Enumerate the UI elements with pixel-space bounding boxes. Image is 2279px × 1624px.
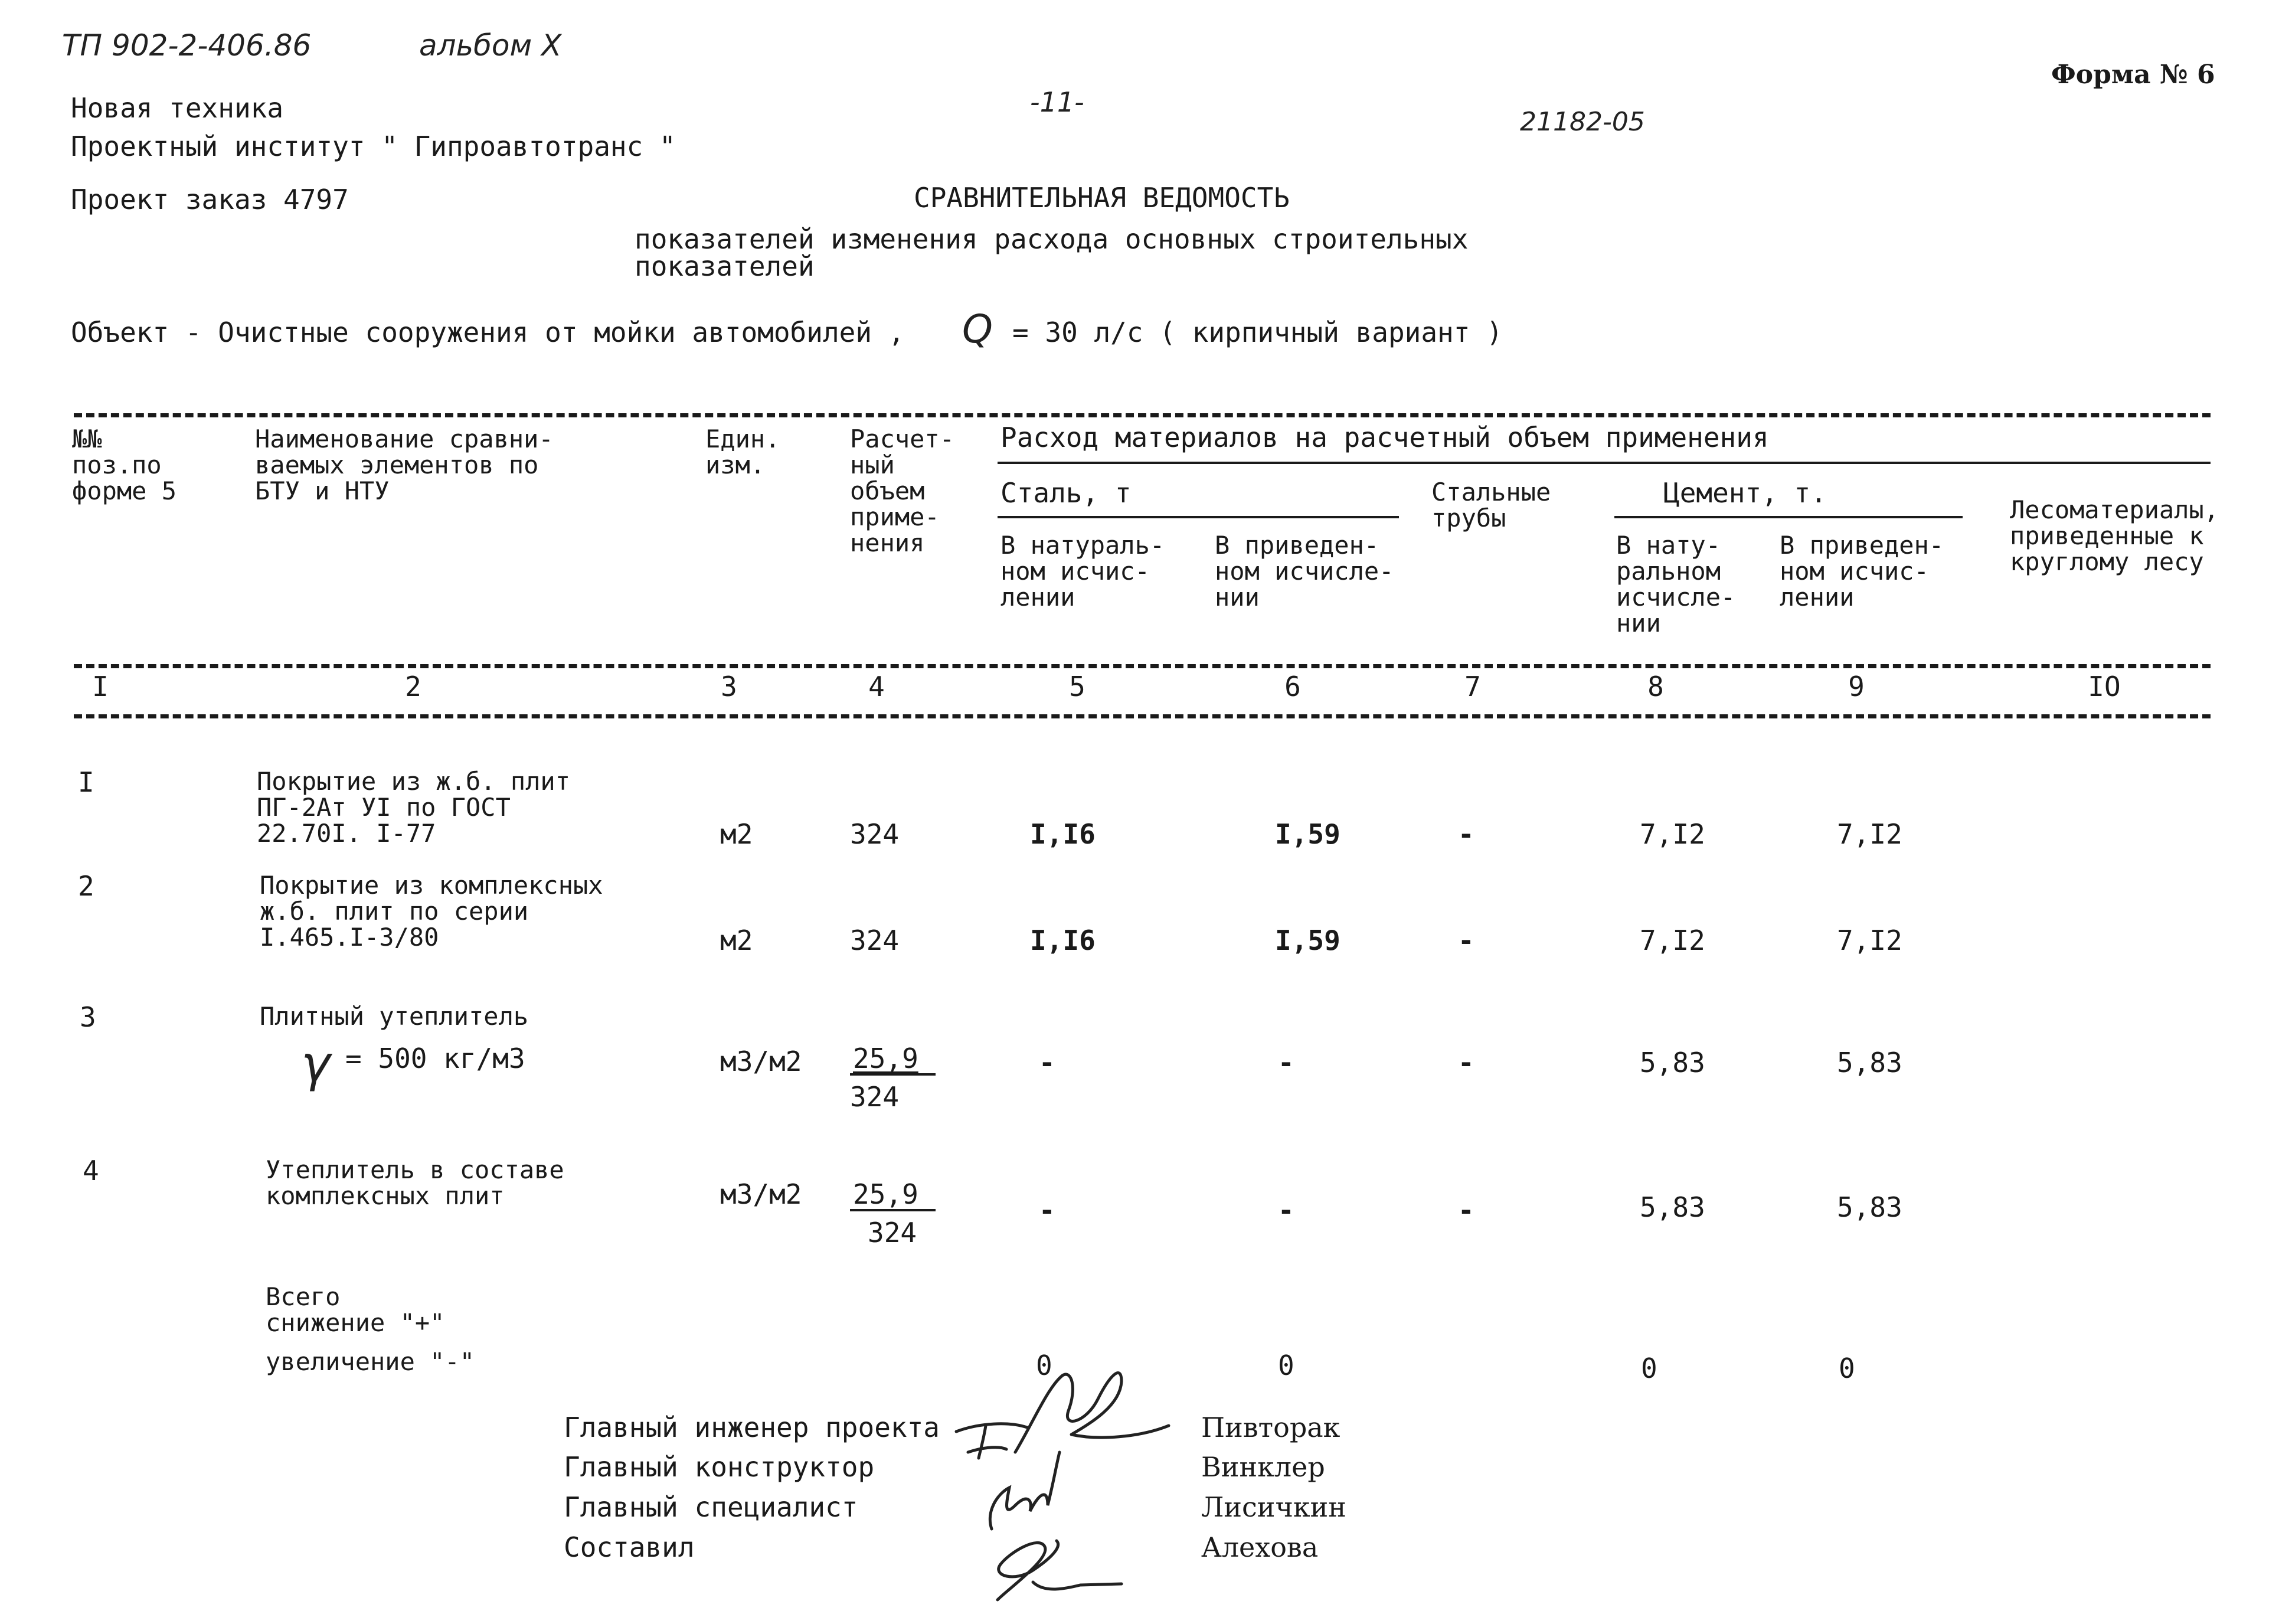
table-row-volume-denominator: 324 [850, 1081, 900, 1113]
table-row-pipes: - [1458, 1047, 1474, 1079]
total-label: Всего [266, 1282, 341, 1311]
signature-role: Главный специалист [564, 1491, 858, 1523]
table-row-unit: м2 [720, 818, 753, 850]
table-row-cement-reduced: 5,83 [1837, 1047, 1902, 1079]
total-decrease-label: снижение "+" [266, 1308, 445, 1337]
table-row-position: 4 [83, 1155, 99, 1187]
table-top-rule [74, 413, 2211, 417]
volume-fraction-bar [850, 1209, 936, 1211]
project-order: Проект заказ 4797 [71, 184, 349, 215]
header-unit: Един. изм. [705, 424, 780, 479]
form-label: Форма № 6 [2051, 60, 2215, 90]
signatory-name: Пивторак [1201, 1411, 1340, 1443]
header-cement-natural: В нату- ральном исчисле- нии [1616, 531, 1736, 638]
table-row-position: I [78, 766, 94, 798]
table-row-position: 3 [80, 1001, 96, 1033]
total-steel-reduced: 0 [1278, 1349, 1294, 1381]
signatory-name: Лисичкин [1201, 1491, 1346, 1523]
table-row-unit: м3/м2 [720, 1045, 802, 1077]
table-row-position: 2 [78, 870, 94, 902]
table-row-steel-natural: - [1039, 1047, 1055, 1079]
table-row-steel-natural: I,I6 [1030, 818, 1096, 850]
header-steel: Сталь, т [1000, 477, 1132, 509]
document-number: 21182-05 [1520, 107, 1645, 137]
header-volume: Расчет- ный объем приме- нения [850, 424, 955, 557]
table-row-steel-reduced: - [1278, 1047, 1294, 1079]
col-number-7: 7 [1464, 671, 1481, 702]
table-row-name: Утеплитель в составе комплексных плит [266, 1155, 564, 1210]
total-cement-natural: 0 [1641, 1352, 1657, 1384]
header-element-name: Наименование сравни- ваемых элементов по БТУ и НТУ [255, 424, 554, 505]
table-row-steel-natural: I,I6 [1030, 924, 1096, 956]
signature-compiler [998, 1541, 1121, 1600]
table-row-cement-reduced: 5,83 [1837, 1191, 1902, 1223]
table-row-pipes: - [1458, 924, 1474, 956]
header-group-rule [998, 462, 2211, 464]
density-symbol: γ [301, 1035, 331, 1093]
flow-symbol: Q [962, 306, 993, 352]
header-cement: Цемент, т. [1663, 477, 1827, 509]
table-row-name-density: = 500 кг/м3 [345, 1043, 525, 1074]
table-row-cement-natural: 7,I2 [1640, 924, 1705, 956]
table-row-name: Покрытие из комплексных ж.б. плит по серии I.465.I-3/80 [260, 871, 603, 952]
table-row-volume-denominator: 324 [868, 1217, 917, 1249]
table-row-cement-reduced: 7,I2 [1837, 818, 1902, 850]
table-row-name: Плитный утеплитель [260, 1002, 529, 1031]
object-flow-value: = 30 л/с ( кирпичный вариант ) [1012, 316, 1503, 348]
table-row-steel-reduced: - [1278, 1194, 1294, 1226]
page-number: -11- [1030, 86, 1084, 118]
object-label: Объект - Очистные сооружения от мойки автомобилей , [71, 316, 905, 348]
table-row-unit: м2 [720, 924, 753, 956]
document-subtitle-2: показателей [635, 250, 815, 282]
volume-fraction-bar [850, 1073, 936, 1076]
total-steel-natural: 0 [1036, 1349, 1052, 1381]
table-row-steel-reduced: I,59 [1275, 924, 1340, 956]
document-subtitle-1: показателей изменения расхода основных строительных [635, 223, 1469, 255]
table-row-volume: 25,9 [853, 1178, 918, 1210]
table-row-unit: м3/м2 [720, 1178, 802, 1210]
header-steel-pipes: Стальные трубы [1431, 478, 1551, 532]
handwritten-signatures [944, 1349, 1192, 1612]
table-row-volume: 324 [850, 818, 900, 850]
table-row-pipes: - [1458, 1194, 1474, 1226]
header-steel-natural: В натураль- ном исчис- лении [1000, 531, 1165, 612]
signature-role: Составил [564, 1531, 695, 1563]
col-number-5: 5 [1069, 671, 1085, 702]
header-position: №№ поз.по форме 5 [72, 424, 177, 505]
table-row-cement-natural: 5,83 [1640, 1191, 1705, 1223]
col-number-2: 2 [405, 671, 421, 702]
album-code: ТП 902-2-406.86 [62, 28, 312, 63]
org-line-1: Новая техника [71, 92, 284, 124]
header-bottom-rule [74, 664, 2211, 668]
col-number-8: 8 [1647, 671, 1664, 702]
org-line-2: Проектный институт " Гипроавтотранс " [71, 130, 676, 162]
signatory-name: Винклер [1201, 1451, 1325, 1483]
table-row-pipes: - [1458, 818, 1474, 850]
header-timber: Лесоматериалы, приведенные к круглому лесу [2010, 495, 2219, 576]
header-cement-reduced: В приведен- ном исчис- лении [1780, 531, 1944, 612]
document-title: СРАВНИТЕЛЬНАЯ ВЕДОМОСТЬ [914, 182, 1290, 214]
album-label: альбом X [419, 28, 562, 63]
table-row-volume: 25,9 [853, 1043, 918, 1074]
col-number-3: 3 [721, 671, 737, 702]
header-cement-rule [1614, 516, 1963, 518]
col-number-9: 9 [1848, 671, 1865, 702]
col-number-10: IO [2088, 671, 2121, 702]
table-row-name: Покрытие из ж.б. плит ПГ-2Ат УI по ГОСТ 22.70I. I-77 [257, 767, 571, 848]
header-steel-rule [998, 516, 1399, 518]
signature-role: Главный инженер проекта [564, 1411, 940, 1443]
col-number-1: I [92, 671, 109, 702]
col-number-4: 4 [868, 671, 885, 702]
table-row-volume: 324 [850, 924, 900, 956]
table-row-cement-natural: 5,83 [1640, 1047, 1705, 1079]
table-row-steel-natural: - [1039, 1194, 1055, 1226]
col-number-6: 6 [1284, 671, 1301, 702]
header-material-consumption: Расход материалов на расчетный объем применения [1000, 421, 1769, 453]
total-cement-reduced: 0 [1839, 1352, 1855, 1384]
signature-role: Главный конструктор [564, 1451, 875, 1483]
total-increase-label: увеличение "-" [266, 1347, 475, 1376]
table-row-cement-reduced: 7,I2 [1837, 924, 1902, 956]
signature-chief-designer [990, 1452, 1060, 1529]
table-row-cement-natural: 7,I2 [1640, 818, 1705, 850]
numbers-bottom-rule [74, 714, 2211, 718]
header-steel-reduced: В приведен- ном исчисле- нии [1215, 531, 1394, 612]
table-row-steel-reduced: I,59 [1275, 818, 1340, 850]
signatory-name: Алехова [1201, 1531, 1319, 1563]
